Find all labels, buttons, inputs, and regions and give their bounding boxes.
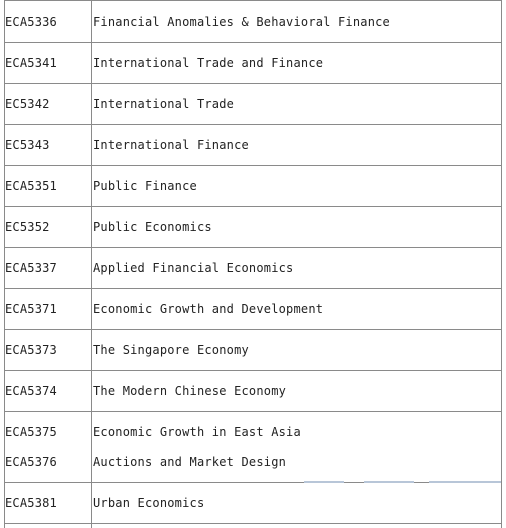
course-code: ECA5371 [5,302,57,316]
row-divider [4,523,502,524]
course-title: Economic Growth and Development [93,302,324,316]
row-divider [4,247,502,248]
course-title: The Singapore Economy [93,343,249,357]
course-title: Applied Financial Economics [93,261,294,275]
course-code: ECA5373 [5,343,57,357]
course-title: International Trade [93,97,235,111]
row-divider [4,83,502,84]
course-code: ECA5336 [5,15,57,29]
row-divider [4,482,502,483]
course-code: EC5352 [5,220,50,234]
scan-artifact [364,481,414,483]
course-title: Urban Economics [93,496,205,510]
course-code: ECA5375 [5,425,57,439]
course-code: ECA5374 [5,384,57,398]
row-divider [4,0,502,1]
scan-artifact [429,481,501,483]
course-title: Public Finance [93,179,197,193]
course-title: Public Economics [93,220,212,234]
course-code: ECA5351 [5,179,57,193]
row-divider [4,370,502,371]
row-divider [4,165,502,166]
course-title: Economic Growth in East Asia [93,425,301,439]
course-title: Auctions and Market Design [93,455,287,469]
course-code: ECA5341 [5,56,57,70]
course-title: Financial Anomalies & Behavioral Finance [93,15,390,29]
column-divider [91,0,92,528]
course-title: International Trade and Finance [93,56,324,70]
course-title: International Finance [93,138,249,152]
course-code: ECA5337 [5,261,57,275]
course-code: ECA5381 [5,496,57,510]
row-divider [4,124,502,125]
row-divider [4,42,502,43]
course-table [4,0,502,528]
scan-artifact [304,481,344,483]
course-title: The Modern Chinese Economy [93,384,287,398]
table-right-border [501,0,502,528]
course-code: ECA5376 [5,455,57,469]
row-divider [4,411,502,412]
row-divider [4,329,502,330]
row-divider [4,288,502,289]
row-divider [4,206,502,207]
course-code: EC5343 [5,138,50,152]
course-code: EC5342 [5,97,50,111]
